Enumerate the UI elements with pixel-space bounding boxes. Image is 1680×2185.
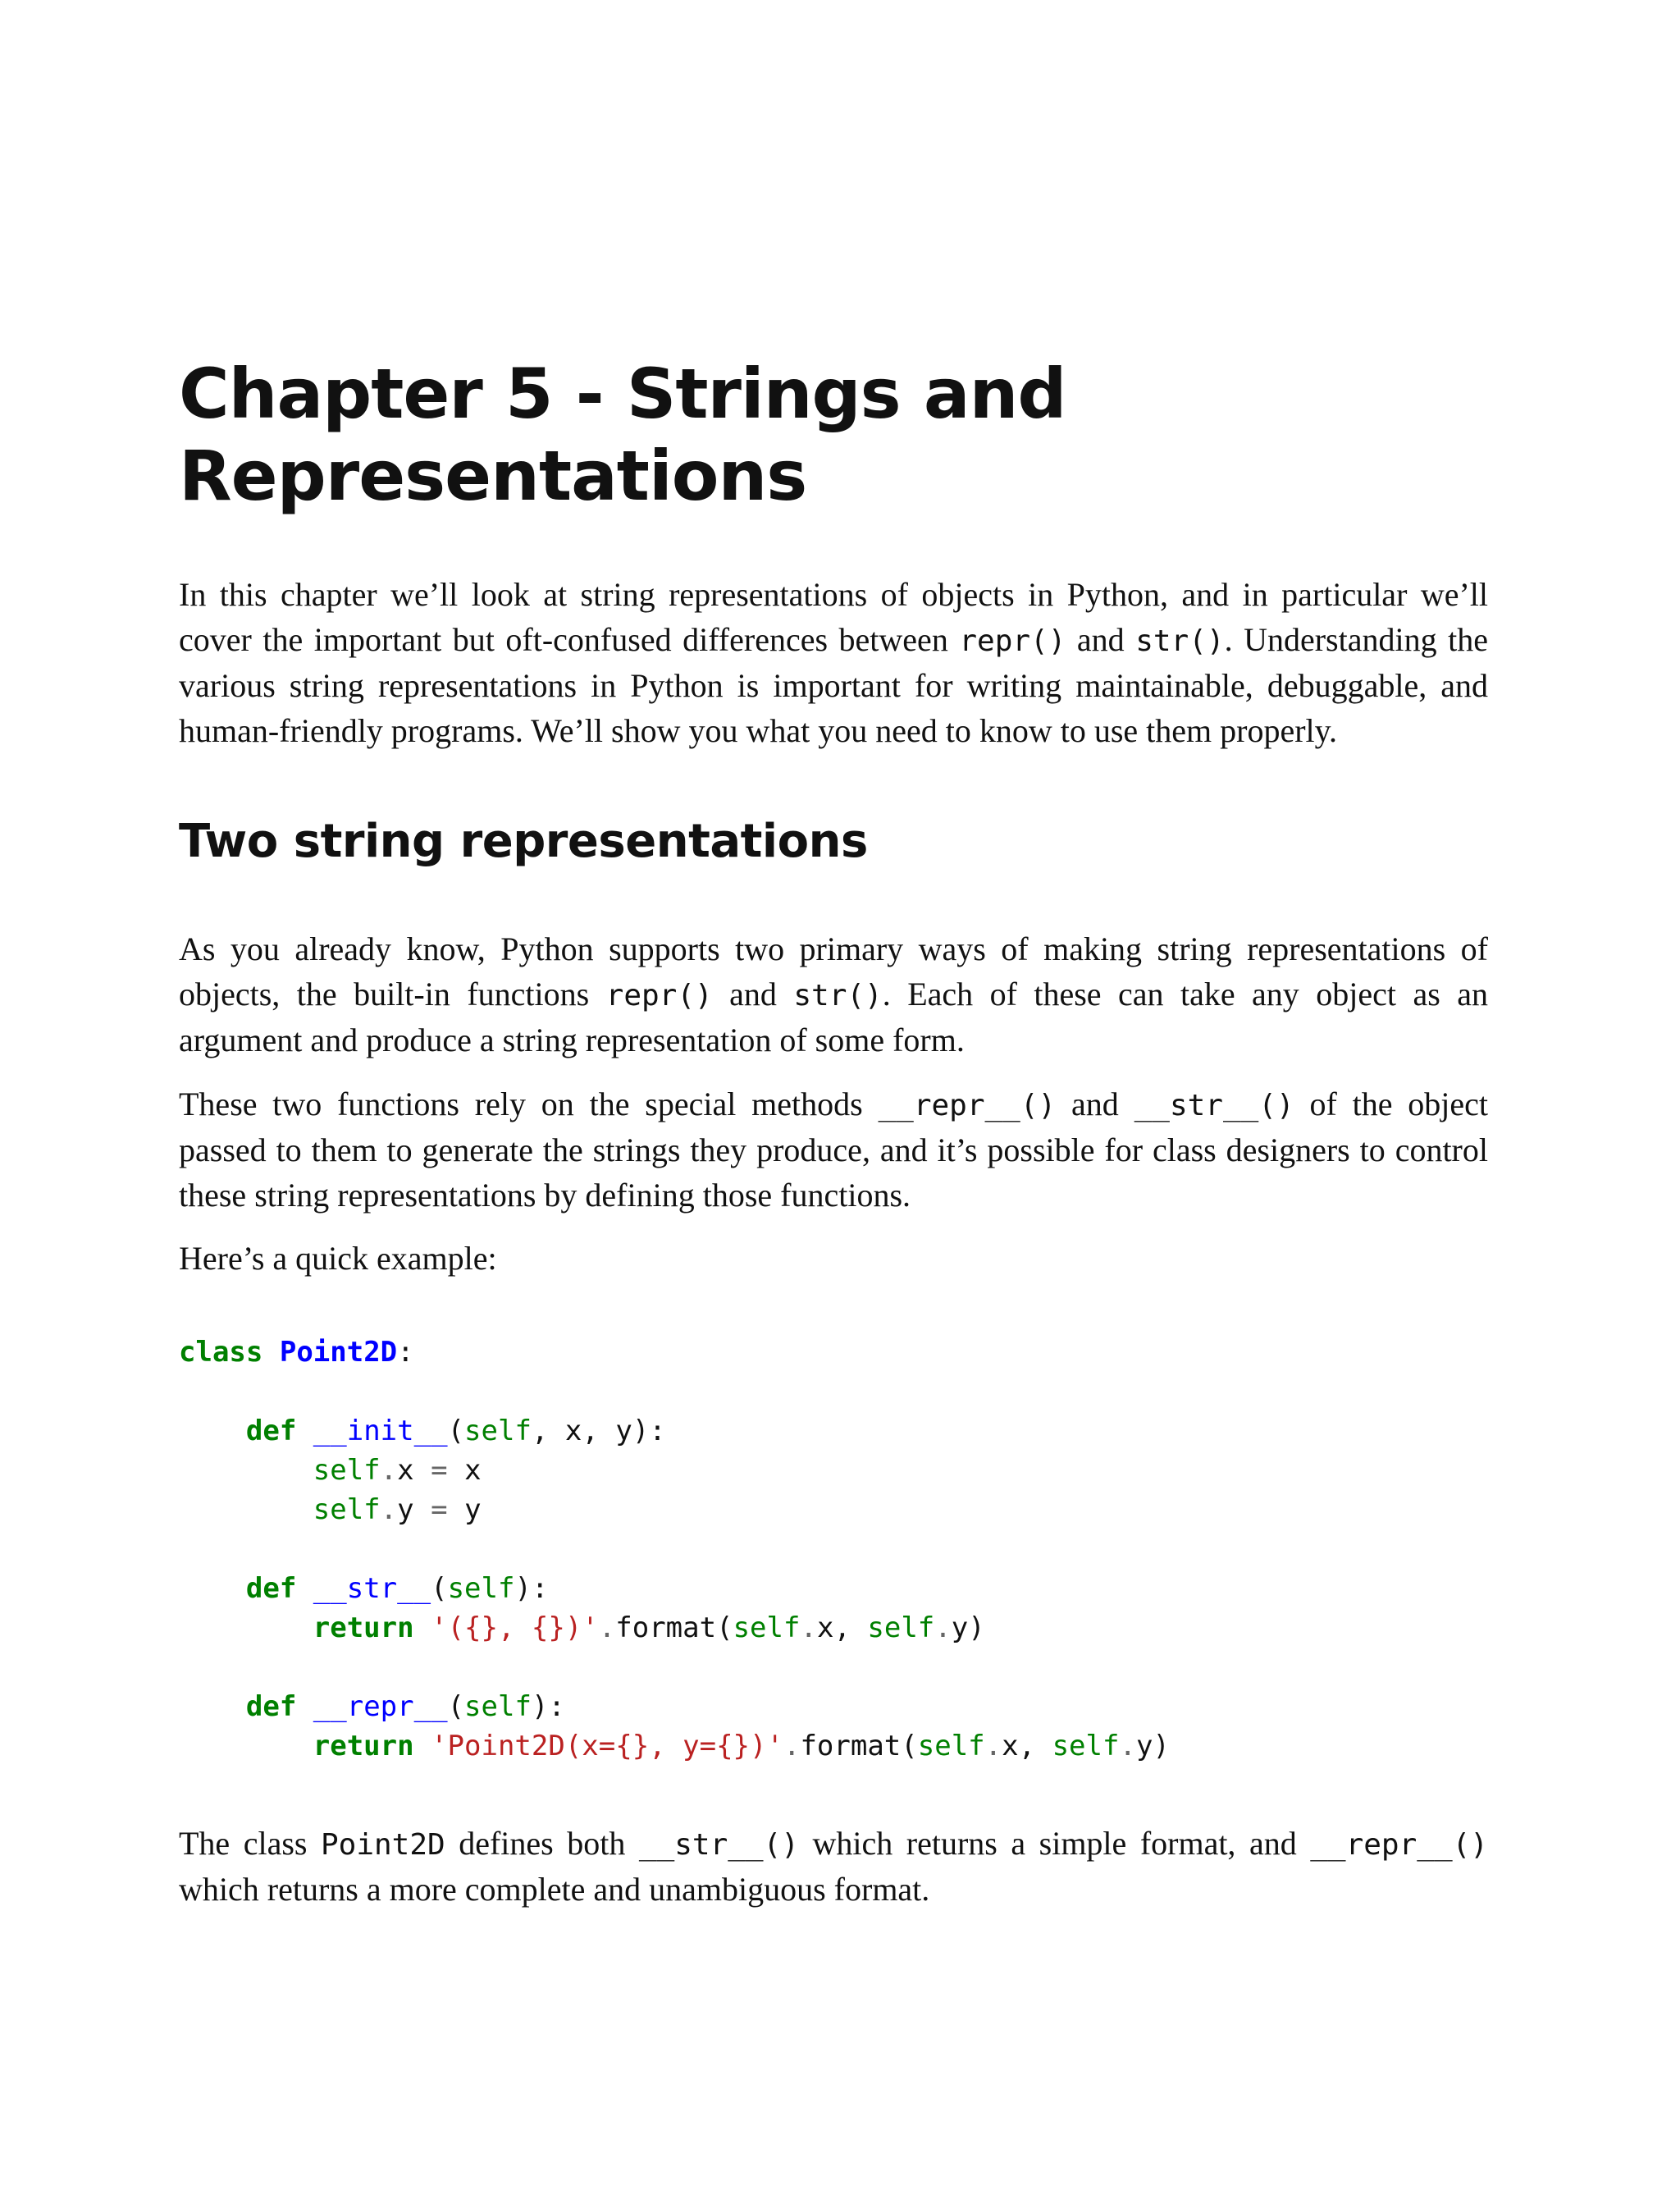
inline-code-str: str() <box>793 978 883 1013</box>
paragraph-text: and <box>1056 1085 1134 1122</box>
string-literal: '({}, {})' <box>431 1611 599 1644</box>
inline-code-str: str() <box>1135 624 1225 658</box>
paragraph-special-methods <box>179 1082 1488 1218</box>
string-literal: 'Point2D(x={}, y={})' <box>431 1729 783 1762</box>
identifier: x <box>816 1611 834 1644</box>
identifier: format <box>800 1729 902 1762</box>
identifier: x <box>1002 1729 1019 1762</box>
inline-code-dunder-str: __str__() <box>638 1827 799 1862</box>
method-name: __str__ <box>313 1571 431 1605</box>
paragraph-text: and <box>712 975 794 1013</box>
chapter-title <box>179 353 1488 517</box>
chapter-title-line-2: Representations <box>179 436 807 516</box>
self-keyword: self <box>313 1492 381 1526</box>
self-keyword: self <box>447 1571 515 1605</box>
inline-code-point2d: Point2D <box>320 1827 445 1862</box>
keyword: def <box>245 1571 297 1605</box>
identifier: y <box>615 1414 632 1447</box>
keyword: def <box>245 1414 297 1447</box>
keyword: def <box>245 1689 297 1723</box>
paragraph-point2d-explanation <box>179 1822 1488 1913</box>
paragraph-text: which returns a simple format, and <box>798 1824 1311 1862</box>
paragraph-text: which returns a more complete and unambiguous format. <box>179 1871 930 1908</box>
intro-text: and <box>1066 620 1136 658</box>
self-keyword: self <box>313 1453 381 1487</box>
section-title: Two string representations <box>179 815 868 868</box>
identifier: y <box>951 1611 969 1644</box>
identifier: y <box>397 1492 414 1526</box>
intro-text: . Understanding the various string representations in Python is important for writing maintainable, debuggable, and human-friendly programs. We’ll show you what you need to know to use them properly. <box>179 620 1488 749</box>
keyword: return <box>313 1611 414 1644</box>
self-keyword: self <box>464 1689 532 1723</box>
intro-text: In this chapter we’ll look at string representations of objects in Python, and in particular we’ll cover the important but oft-confused differences between <box>179 576 1488 658</box>
self-keyword: self <box>464 1414 532 1447</box>
inline-code-repr: repr() <box>605 978 713 1013</box>
inline-code-repr: repr() <box>959 624 1066 658</box>
method-name: __init__ <box>313 1414 448 1447</box>
paragraph-example-intro: Here’s a quick example: <box>179 1240 497 1277</box>
paragraph-text: of the object passed to them to generate the strings they produce, and it’s possible for class designers to control these string representations by defining those functions. <box>179 1085 1489 1214</box>
inline-code-dunder-repr: __repr__() <box>1310 1827 1488 1862</box>
self-keyword: self <box>733 1611 801 1644</box>
identifier: y <box>464 1492 482 1526</box>
identifier: x <box>397 1453 414 1487</box>
paragraph-text: As you already know, Python supports two primary ways of making string representations of objects, the built-in functions <box>179 930 1488 1013</box>
keyword: return <box>313 1729 414 1762</box>
paragraph-text: . Each of these can take any object as an argument and produce a string representation of some form. <box>179 975 1488 1058</box>
self-keyword: self <box>917 1729 985 1762</box>
document-page <box>179 353 1488 1913</box>
class-name: Point2D <box>279 1335 398 1369</box>
keyword: class <box>179 1335 263 1369</box>
self-keyword: self <box>867 1611 935 1644</box>
self-keyword: self <box>1052 1729 1120 1762</box>
identifier: x <box>564 1414 582 1447</box>
identifier: format <box>615 1611 717 1644</box>
paragraph-text: These two functions rely on the special methods <box>179 1085 879 1122</box>
inline-code-dunder-str: __str__() <box>1134 1088 1294 1122</box>
paragraph-text: defines both <box>445 1824 639 1862</box>
intro-paragraph <box>179 573 1488 753</box>
paragraph-text: The class <box>179 1824 321 1862</box>
identifier: y <box>1135 1729 1153 1762</box>
identifier: x <box>464 1453 482 1487</box>
paragraph-builtin-functions <box>179 927 1488 1063</box>
inline-code-dunder-repr: __repr__() <box>878 1088 1057 1122</box>
chapter-title-line-1: Chapter 5 - Strings and <box>179 354 1066 434</box>
method-name: __repr__ <box>313 1689 448 1723</box>
code-block: class Point2D: def __init__(self, x, y): self.x = x self.y = y def __str__(self): return '({}, {})'.format(self.x, self.y) def __repr__(self): return 'Point2D(x={}, y={})'.format(self.x, self.y) <box>179 1335 1170 1762</box>
